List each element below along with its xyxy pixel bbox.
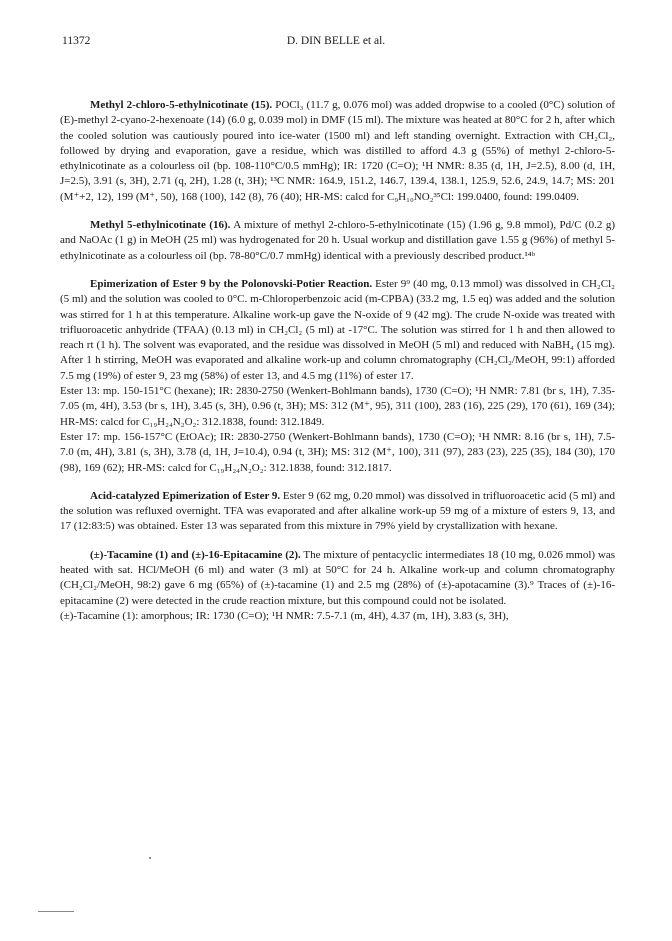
paragraph-ester-17-data [60, 430, 615, 476]
paragraph-heading: (±)-Tacamine (1) and (±)-16-Epitacamine (2). [90, 548, 301, 561]
paragraph-body: POCl₃ (11.7 g, 0.076 mol) was added dropwise to a cooled (0°C) solution of (E)-methyl 2-cyano-2-hexenoate (14) (6.0 g, 0.039 mol) in DMF (15 ml). The mixture was heated at 80°C for 2 h, after which the cooled solution was cautiously poured into ice-water (1500 ml) and left standing overnight. Extraction with CH₂Cl₂, followed by drying and evaporation, gave a residue, which was distilled to afford 4.3 g (55%) of methyl 2-chloro-5-ethylnicotinate as a colourless oil (bp. 108-110°C/0.5 mmHg); IR: 1720 (C=O); ¹H NMR: 8.35 (d, 1H, J=2.5), 8.00 (d, 1H, J=2.5), 3.91 (s, 3H), 2.71 (q, 2H), 1.28 (t, 3H); ¹³C NMR: 164.9, 151.2, 146.7, 139.4, 138.1, 125.9, 52.6, 24.9, 14.7; MS: 201 (M⁺+2, 12), 199 (M⁺, 50), 168 (100), 142 (8), 76 (40); HR-MS: calcd for C₉H₁₀NO₂³⁵Cl: 199.0400, found: 199.0409. [60, 99, 615, 203]
experimental-section [60, 98, 615, 624]
paragraph-heading: Acid-catalyzed Epimerization of Ester 9. [90, 489, 281, 502]
scan-speck [149, 857, 151, 859]
paragraph-ester-13-data [60, 384, 615, 430]
paragraph-body: (±)-Tacamine (1): amorphous; IR: 1730 (C=O); ¹H NMR: 7.5-7.1 (m, 4H), 4.37 (m, 1H), 3.83 (s, 3H), [60, 609, 509, 622]
paragraph-heading: Methyl 5-ethylnicotinate (16). [90, 219, 231, 232]
paragraph-acid-catalyzed-epimerization [60, 489, 615, 535]
paragraph-methyl-2-chloro-5-ethylnicotinate [60, 98, 615, 205]
paragraph-heading: Epimerization of Ester 9 by the Polonovski-Potier Reaction. [90, 277, 373, 290]
page-number: 11372 [62, 35, 91, 47]
paragraph-body: The mixture of pentacyclic intermediates 18 (10 mg, 0.026 mmol) was heated with sat. HCl/MeOH (6 ml) and water (3 ml) at 50°C for 24 h. Alkaline work-up and column chromatography (CH₂Cl₂/MeOH, 98:2) gave 6 mg (65%) of (±)-tacamine (1) and 2.5 mg (28%) of (±)-apotacamine (3).⁹ Traces of (±)-16-epitacamine (2) were detected in the crude reaction mixture, but this compound could not be isolated. [60, 548, 615, 607]
paragraph-heading: Methyl 2-chloro-5-ethylnicotinate (15). [90, 99, 273, 111]
paragraph-body: Ester 9 (62 mg, 0.20 mmol) was dissolved in trifluoroacetic acid (5 ml) and the solution was refluxed overnight. TFA was evaporated and after alkaline work-up 59 mg of a mixture of esters 9, 13, and 17 (12:83:5) was obtained. Ester 13 was separated from this mixture in 79% yield by crystallization with hexane. [60, 489, 616, 533]
running-title: D. DIN BELLE et al. [286, 35, 386, 47]
paragraph-body: Ester 17: mp. 156-157°C (EtOAc); IR: 2830-2750 (Wenkert-Bohlmann bands), 1730 (C=O); ¹H NMR: 8.16 (br s, 1H), 7.5-7.0 (m, 4H), 3.81 (s, 3H), 3.78 (d, 1H, J=10.4), 0.94 (t, 3H); MS: 312 (M⁺, 100), 311 (97), 283 (23), 225 (35), 184 (30), 170 (98), 169 (62); HR-MS: calcd for C₁₉H₂₄N₂O₂: 312.1838, found: 312.1817. [60, 430, 615, 474]
paragraph-polonovski-potier-epimerization [60, 277, 615, 384]
paragraph-body: Ester 13: mp. 150-151°C (hexane); IR: 2830-2750 (Wenkert-Bohlmann bands), 1730 (C=O); ¹H NMR: 7.81 (br s, 1H), 7.35-7.05 (m, 4H), 3.53 (br s, 1H), 3.45 (s, 3H), 0.96 (t, 3H); MS: 312 (M⁺, 95), 311 (100), 283 (16), 225 (29), 170 (61), 169 (34); HR-MS: calcd for C₁₉H₂₄N₂O₂: 312.1838, found: 312.1849. [60, 385, 615, 428]
paragraph-body: Ester 9⁹ (40 mg, 0.13 mmol) was dissolved in CH₂Cl₂ (5 ml) and the solution was cooled to 0°C. m-Chloroperbenzoic acid (m-CPBA) (33.2 mg, 1.5 eq) was added and the solution was stirred for 1 h at this temperature. Alkaline work-up gave the N-oxide of 9 (42 mg). The crude N-oxide was treated with trifluoroacetic anhydride (TFAA) (0.13 ml) in CH₂Cl₂ (5 ml) at -17°C. The solution was stirred for 1 h and then allowed to reach rt (1 h). The solvent was evaporated, and the residue was dissolved in MeOH (5 ml) and reduced with NaBH₄ (15 mg). After 1 h stirring, MeOH was evaporated and alkaline work-up and column chromatography (CH₂Cl₂/MeOH, 99:1) afforded 7.5 mg (19%) of ester 9, 23 mg (58%) of ester 13, and 4.5 mg (11%) of ester 17. [60, 277, 615, 382]
page-header [62, 35, 610, 53]
paragraph-tacamine-data [60, 609, 615, 624]
footer-rule [38, 911, 74, 912]
paragraph-body: A mixture of methyl 2-chloro-5-ethylnicotinate (15) (1.96 g, 9.8 mmol), Pd/C (0.2 g) and NaOAc (1 g) in MeOH (25 ml) was hydrogenated for 20 h. Usual workup and distillation gave 1.55 g (96%) of methyl 5-ethylnicotinate as a colourless oil (bp. 78-80°C/0.7 mmHg) identical with a previously described product.¹⁴ᵇ [60, 219, 616, 262]
paragraph-tacamine-synthesis [60, 548, 615, 609]
paragraph-methyl-5-ethylnicotinate [60, 218, 615, 264]
